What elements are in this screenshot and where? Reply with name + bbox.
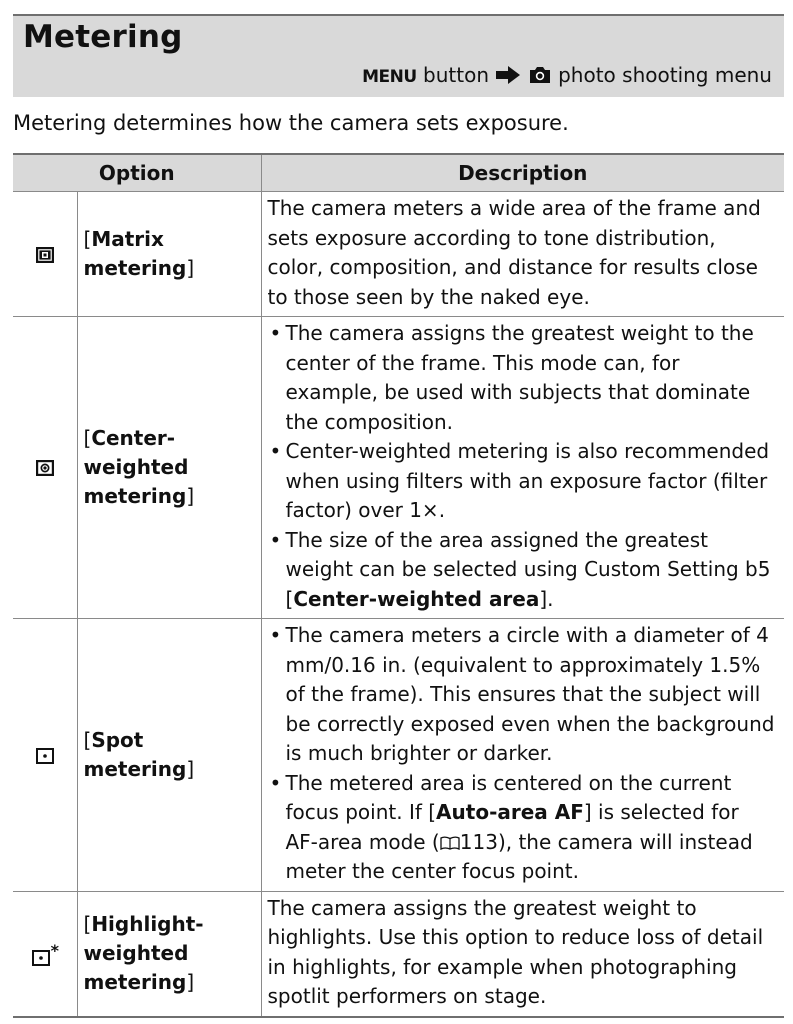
description-list: [268, 621, 777, 887]
option-name: Center-weighted metering: [83, 426, 189, 508]
center-weighted-metering-icon: [35, 459, 55, 477]
list-item: • Center-weighted metering is also recommended when using filters with an exposure factor (filter factor) over 1×.: [268, 437, 777, 526]
option-name-cell: [Center-weighted metering]: [77, 317, 261, 619]
option-description: [261, 619, 784, 892]
matrix-metering-icon: [35, 246, 55, 264]
option-icon-cell: [13, 891, 77, 1017]
table-header-row: [13, 154, 784, 192]
list-item: • The camera meters a circle with a diameter of 4 mm/0.16 in. (equivalent to approximately 1.5% of the frame). This ensures that the subject will be correctly exposed even when the background is much brighter or darker.: [268, 621, 777, 769]
list-item: • The metered area is centered on the current focus point. If [Auto-area AF] is selected for AF-area mode ( 113), the camera will instead meter the center focus point.: [268, 769, 777, 887]
option-name: Spot metering: [83, 727, 187, 781]
page-title: Metering: [23, 19, 183, 55]
intro-text: Metering determines how the camera sets exposure.: [13, 111, 569, 135]
menu-breadcrumb: [362, 63, 772, 87]
table-row: [13, 317, 784, 619]
table-row: [13, 192, 784, 317]
option-header: Option: [13, 154, 261, 192]
description-header: Description: [261, 154, 784, 192]
option-description: The camera assigns the greatest weight to highlights. Use this option to reduce loss of detail in highlights, for example when photographing spotlit performers on stage.: [267, 895, 764, 1009]
table-row: [13, 891, 784, 1017]
option-icon-cell: [13, 619, 77, 892]
spot-metering-icon: [35, 747, 55, 765]
right-arrow-icon: [495, 65, 521, 85]
list-item: • The size of the area assigned the greatest weight can be selected using Custom Setting b5 [Center-weighted area].: [268, 526, 777, 615]
highlight-weighted-metering-icon: [31, 949, 51, 967]
table-row: [13, 619, 784, 892]
menu-button-label: MENU: [362, 67, 417, 87]
option-name: Highlight-weighted metering: [83, 912, 204, 995]
list-item: • The camera assigns the greatest weight to the center of the frame. This mode can, for example, be used with subjects that dominate the composition.: [268, 319, 777, 437]
menu-name: photo shooting menu: [558, 63, 772, 87]
icon-asterisk: *: [50, 941, 59, 960]
option-name-cell: [Matrix metering]: [77, 192, 261, 317]
option-description: [261, 317, 784, 619]
option-description: The camera meters a wide area of the frame and sets exposure according to tone distribution, color, composition, and distance for results close to those seen by the naked eye.: [261, 192, 784, 317]
option-name-cell: [Spot metering]: [77, 619, 261, 892]
page-header: [13, 14, 784, 97]
option-name: Matrix metering: [83, 227, 187, 280]
setting-name: Center-weighted area: [293, 586, 540, 611]
option-icon-cell: [13, 317, 77, 619]
page-reference: 113: [459, 829, 498, 854]
button-text: button: [416, 63, 496, 87]
camera-icon: [528, 65, 552, 85]
option-icon-cell: [13, 192, 77, 317]
description-list: [268, 319, 777, 614]
book-reference-icon: [440, 836, 460, 850]
setting-name: Auto-area AF: [436, 800, 584, 824]
option-name-cell: [Highlight-weighted metering]: [77, 891, 261, 1017]
metering-options-table: [13, 153, 784, 1018]
